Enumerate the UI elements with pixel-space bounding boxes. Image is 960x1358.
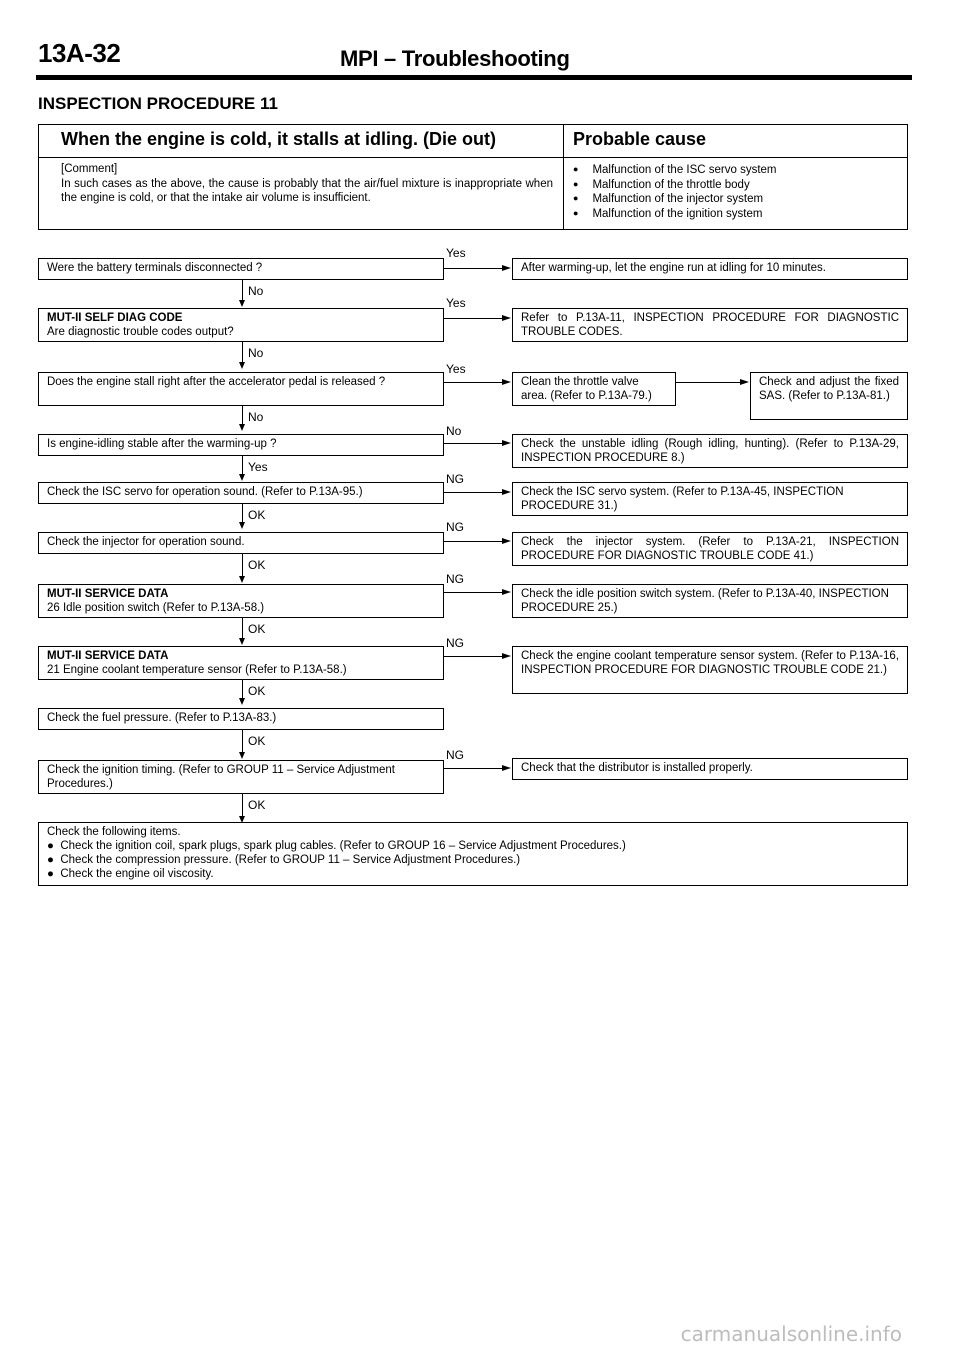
step10-down-line bbox=[242, 794, 243, 818]
step3-down-line bbox=[242, 406, 243, 426]
arrow-right-icon bbox=[502, 315, 511, 321]
step3-result-box bbox=[512, 372, 676, 406]
step8-connector bbox=[444, 656, 502, 657]
step1-text: Were the battery terminals disconnected ? bbox=[47, 262, 263, 274]
step8-down-line bbox=[242, 680, 243, 700]
step2-text: Are diagnostic trouble codes output? bbox=[47, 326, 234, 338]
step4-branch-label: No bbox=[446, 424, 462, 438]
step4-text: Is engine-idling stable after the warming-up ? bbox=[47, 438, 277, 450]
step3-branch-label: Yes bbox=[446, 362, 466, 376]
cause-item: ● Malfunction of the injector system bbox=[573, 192, 903, 207]
arrow-right-icon bbox=[502, 489, 511, 495]
summary-table bbox=[38, 124, 908, 230]
step8-result-box bbox=[512, 646, 908, 694]
step9-text: Check the fuel pressure. (Refer to P.13A-83.) bbox=[47, 712, 277, 724]
step6-next-label: OK bbox=[248, 558, 266, 572]
arrow-right-icon bbox=[502, 653, 511, 659]
step5-text: Check the ISC servo for operation sound. (Refer to P.13A-95.) bbox=[47, 486, 363, 498]
step2-title: MUT-II SELF DIAG CODE bbox=[47, 312, 183, 324]
arrow-down-icon bbox=[239, 362, 245, 369]
step9-box bbox=[38, 708, 444, 730]
step3-next-label: No bbox=[248, 410, 264, 424]
arrow-down-icon bbox=[239, 424, 245, 431]
step7-branch-label: NG bbox=[446, 572, 464, 586]
final-check-item-text: Check the ignition coil, spark plugs, spark plug cables. (Refer to GROUP 16 – Service Adjustment Procedures.) bbox=[60, 840, 626, 852]
step8-next-label: OK bbox=[248, 684, 266, 698]
step9-next-label: OK bbox=[248, 734, 266, 748]
step6-box bbox=[38, 532, 444, 554]
step3-result-connector bbox=[676, 382, 740, 383]
step2-branch-label: Yes bbox=[446, 296, 466, 310]
step10-next-label: OK bbox=[248, 798, 266, 812]
arrow-right-icon bbox=[502, 589, 511, 595]
step7-result: Check the idle position switch system. (Refer to P.13A-40, INSPECTION PROCEDURE 25.) bbox=[521, 588, 889, 614]
final-check-item-text: Check the compression pressure. (Refer to GROUP 11 – Service Adjustment Procedures.) bbox=[60, 854, 521, 866]
procedure-title: INSPECTION PROCEDURE 11 bbox=[38, 94, 278, 113]
step1-result-box bbox=[512, 258, 908, 280]
arrow-right-icon bbox=[502, 440, 511, 446]
step5-branch-label: NG bbox=[446, 472, 464, 486]
step1-connector bbox=[444, 268, 502, 269]
step4-down-line bbox=[242, 456, 243, 476]
step4-box bbox=[38, 434, 444, 456]
step7-box bbox=[38, 584, 444, 618]
step10-result: Check that the distributor is installed properly. bbox=[521, 762, 753, 774]
step5-result: Check the ISC servo system. (Refer to P.13A-45, INSPECTION PROCEDURE 31.) bbox=[521, 486, 844, 512]
step6-branch-label: NG bbox=[446, 520, 464, 534]
step1-down-line bbox=[242, 280, 243, 302]
step6-down-line bbox=[242, 554, 243, 578]
bullet-icon: ● bbox=[47, 868, 61, 880]
arrow-down-icon bbox=[239, 522, 245, 529]
step3-text: Does the engine stall right after the accelerator pedal is released ? bbox=[47, 376, 386, 388]
final-check-item-text: Check the engine oil viscosity. bbox=[60, 868, 214, 880]
step3-connector bbox=[444, 382, 502, 383]
page-number: 13A-32 bbox=[38, 38, 121, 68]
step1-next-label: No bbox=[248, 284, 264, 298]
final-check-box bbox=[38, 822, 908, 886]
arrow-down-icon bbox=[239, 576, 245, 583]
step1-result: After warming-up, let the engine run at idling for 10 minutes. bbox=[521, 262, 826, 274]
watermark: carmanualsonline.info bbox=[680, 1322, 902, 1346]
arrow-right-icon bbox=[740, 379, 749, 385]
step10-connector bbox=[444, 768, 502, 769]
step4-next-label: Yes bbox=[248, 460, 268, 474]
step7-result-box bbox=[512, 584, 908, 618]
summary-header-rule bbox=[39, 157, 907, 158]
causes-list bbox=[573, 163, 903, 221]
symptom-heading: When the engine is cold, it stalls at idling. (Die out) bbox=[61, 129, 497, 149]
step5-box bbox=[38, 482, 444, 504]
step2-down-line bbox=[242, 342, 243, 364]
arrow-down-icon bbox=[239, 752, 245, 759]
cause-heading: Probable cause bbox=[573, 129, 707, 149]
arrow-down-icon bbox=[239, 300, 245, 307]
final-check-item bbox=[47, 839, 899, 853]
arrow-right-icon bbox=[502, 379, 511, 385]
step8-branch-label: NG bbox=[446, 636, 464, 650]
step6-result: Check the injector system. (Refer to P.13A-21, INSPECTION PROCEDURE FOR DIAGNOSTIC TROUBLE CODE 41.) bbox=[521, 536, 899, 562]
header-rule bbox=[36, 75, 912, 80]
step4-connector bbox=[444, 443, 502, 444]
step5-down-line bbox=[242, 504, 243, 524]
step10-result-box bbox=[512, 758, 908, 780]
step3-result2: Check and adjust the fixed SAS. (Refer to P.13A-81.) bbox=[759, 376, 899, 402]
step8-box bbox=[38, 646, 444, 680]
step7-connector bbox=[444, 592, 502, 593]
arrow-right-icon bbox=[502, 265, 511, 271]
step2-result-box bbox=[512, 308, 908, 342]
step5-next-label: OK bbox=[248, 508, 266, 522]
step9-down-line bbox=[242, 730, 243, 754]
cause-item: ● Malfunction of the throttle body bbox=[573, 178, 903, 193]
summary-divider bbox=[563, 125, 564, 229]
step8-title: MUT-II SERVICE DATA bbox=[47, 650, 169, 662]
final-check-item bbox=[47, 853, 899, 867]
step2-next-label: No bbox=[248, 346, 264, 360]
final-check-heading: Check the following items. bbox=[47, 826, 181, 838]
arrow-right-icon bbox=[502, 765, 511, 771]
step3-result: Clean the throttle valve area. (Refer to P.13A-79.) bbox=[521, 376, 652, 402]
comment-label: [Comment] bbox=[61, 163, 118, 175]
step6-result-box bbox=[512, 532, 908, 566]
bullet-icon: ● bbox=[47, 854, 61, 866]
step2-connector bbox=[444, 318, 502, 319]
final-check-item bbox=[47, 867, 899, 881]
step5-connector bbox=[444, 492, 502, 493]
step8-result: Check the engine coolant temperature sensor system. (Refer to P.13A-16, INSPECTION PROCEDURE FOR DIAGNOSTIC TROUBLE CODE 21.) bbox=[521, 650, 899, 676]
cause-item: ● Malfunction of the ignition system bbox=[573, 207, 903, 222]
step4-result: Check the unstable idling (Rough idling, hunting). (Refer to P.13A-29, INSPECTION PROCEDURE 8.) bbox=[521, 438, 899, 464]
step3-result2-box bbox=[750, 372, 908, 420]
arrow-right-icon bbox=[502, 538, 511, 544]
step7-title: MUT-II SERVICE DATA bbox=[47, 588, 169, 600]
step2-result: Refer to P.13A-11, INSPECTION PROCEDURE FOR DIAGNOSTIC TROUBLE CODES. bbox=[521, 312, 899, 338]
step7-next-label: OK bbox=[248, 622, 266, 636]
step8-text: 21 Engine coolant temperature sensor (Refer to P.13A-58.) bbox=[47, 664, 347, 676]
arrow-down-icon bbox=[239, 698, 245, 705]
step10-text: Check the ignition timing. (Refer to GROUP 11 – Service Adjustment Procedures.) bbox=[47, 764, 395, 790]
page-title: MPI – Troubleshooting bbox=[340, 46, 570, 71]
step10-branch-label: NG bbox=[446, 748, 464, 762]
step6-connector bbox=[444, 541, 502, 542]
arrow-down-icon bbox=[239, 474, 245, 481]
step2-box bbox=[38, 308, 444, 342]
comment-text: In such cases as the above, the cause is probably that the air/fuel mixture is inappropriate when the engine is cold, or that the intake air volume is insufficient. bbox=[61, 178, 553, 204]
step4-result-box bbox=[512, 434, 908, 468]
step5-result-box bbox=[512, 482, 908, 516]
step10-box bbox=[38, 760, 444, 794]
step1-branch-label: Yes bbox=[446, 246, 466, 260]
step1-box bbox=[38, 258, 444, 280]
arrow-down-icon bbox=[239, 638, 245, 645]
step7-text: 26 Idle position switch (Refer to P.13A-58.) bbox=[47, 602, 265, 614]
step3-box bbox=[38, 372, 444, 406]
step6-text: Check the injector for operation sound. bbox=[47, 536, 245, 548]
bullet-icon: ● bbox=[47, 840, 61, 852]
step7-down-line bbox=[242, 618, 243, 640]
cause-item: ● Malfunction of the ISC servo system bbox=[573, 163, 903, 178]
